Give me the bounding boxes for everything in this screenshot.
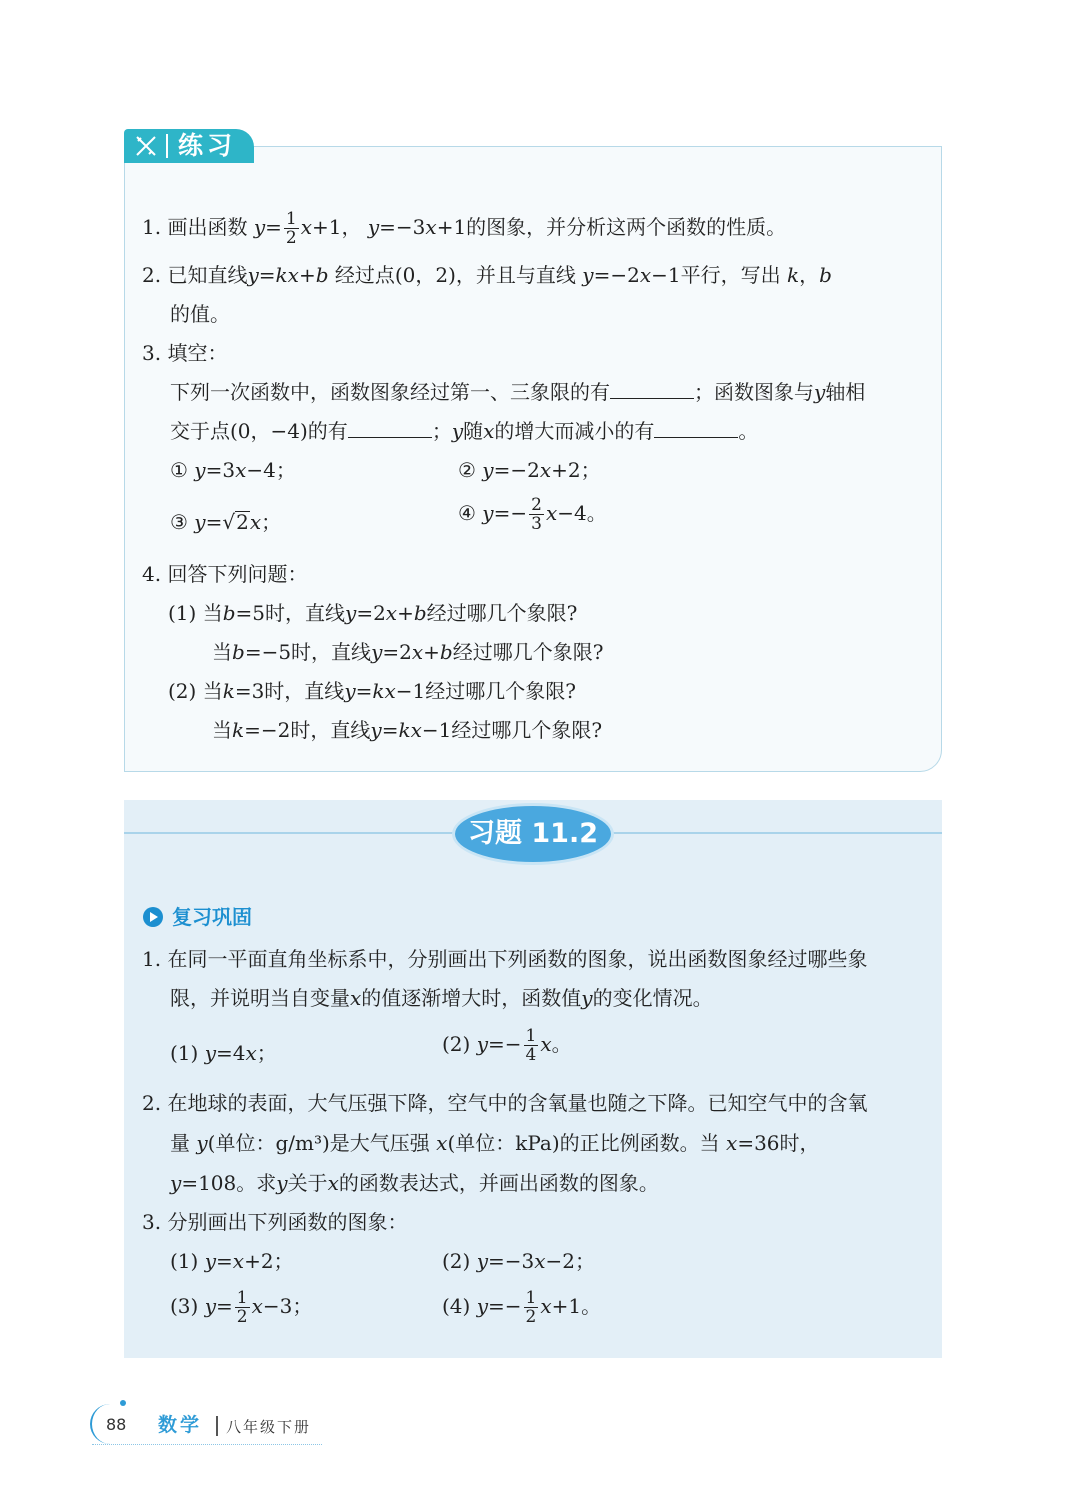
q3-text: 轴相	[825, 380, 866, 404]
q4-text: =−5时，直线	[244, 640, 372, 664]
var-x: x	[384, 679, 396, 703]
part-label: (2)	[442, 1032, 471, 1056]
answer-blank	[654, 419, 738, 438]
practice-q3-title	[142, 340, 227, 366]
option-text: =3	[205, 458, 236, 482]
var-x: x	[534, 1249, 546, 1273]
var-x: x	[232, 1249, 245, 1273]
var-k: k	[222, 679, 235, 703]
numerator: 1	[285, 209, 297, 229]
eq: =	[216, 1294, 233, 1318]
var-x: x	[411, 640, 424, 664]
option-text: −4。	[557, 501, 607, 525]
var-k: k	[372, 679, 385, 703]
exercise-q2-line3	[170, 1170, 659, 1196]
option-text: ；	[256, 1041, 277, 1065]
q4-text: −1经过哪几个象限?	[421, 718, 603, 742]
q4-part1-b	[212, 639, 603, 665]
q1-text: +1，	[312, 215, 362, 239]
radicand: 2	[236, 510, 249, 534]
eq: =−3	[488, 1249, 535, 1273]
eq1-text: 的值逐渐增大时，函数值	[361, 986, 582, 1010]
exercise-banner-title: 习题 11.2	[467, 818, 599, 849]
q4-text: =5时，直线	[235, 601, 345, 625]
var-b: b	[413, 601, 427, 625]
q4-part1-a	[168, 600, 577, 626]
exercise-q3-title	[142, 1209, 407, 1235]
q3-text: 随	[463, 419, 484, 443]
eq3-title: 分别画出下列函数的图象：	[167, 1210, 408, 1234]
q4-text: −1经过哪几个象限?	[395, 679, 577, 703]
var-b: b	[222, 601, 236, 625]
exercise-q1-line1	[142, 946, 867, 972]
q4-text: =3时，直线	[234, 679, 345, 703]
eq2-text: 的函数表达式，并画出函数的图象。	[338, 1171, 659, 1195]
var-y: y	[371, 640, 383, 664]
numerator: 1	[525, 1026, 537, 1046]
var-y: y	[247, 263, 259, 287]
footer-divider	[216, 1416, 218, 1436]
eq2-text: 在地球的表面，大气压强下降，空气中的含氧量也随之下降。已知空气中的含氧	[167, 1091, 868, 1115]
var-y: y	[476, 1249, 489, 1273]
eq2-text: (单位：kPa)的正比例函数。当	[447, 1131, 720, 1155]
q3-option-3: ③ y=√2x；	[170, 510, 282, 534]
var-x: x	[385, 601, 398, 625]
var-x: x	[249, 510, 262, 534]
option-text: ；	[261, 510, 282, 534]
var-x: x	[235, 458, 247, 482]
q3-option-2	[458, 457, 601, 483]
eq2-text: 量	[170, 1131, 190, 1155]
page-dot	[120, 1400, 126, 1406]
q-num: 1.	[142, 947, 162, 971]
q4-text: 经过哪几个象限?	[426, 601, 578, 625]
practice-q3-line2	[170, 418, 758, 444]
q3-text: 交于点(0，−4)的有	[170, 419, 348, 443]
comma: ，	[799, 263, 820, 287]
exercise-q1-opt2	[442, 1027, 572, 1064]
option-text: +1。	[551, 1294, 602, 1318]
q2-text: 已知直线	[167, 263, 248, 287]
part-label: (1)	[170, 1041, 199, 1065]
eq: =	[258, 263, 276, 287]
var-y: y	[194, 510, 206, 534]
part-label: (1)	[168, 601, 197, 625]
q4-text: 当	[212, 640, 232, 664]
q4-text: =	[381, 718, 399, 742]
footer-subject: 数学	[158, 1414, 203, 1436]
var-k: k	[275, 263, 288, 287]
option-text: =−2	[493, 458, 540, 482]
part-label: (2)	[168, 679, 197, 703]
var-y: y	[204, 1294, 217, 1318]
q4-text: =	[355, 679, 373, 703]
numerator: 2	[531, 495, 542, 515]
practice-heading: 练习	[178, 131, 237, 160]
denominator: 2	[236, 1307, 248, 1327]
eq1-text: 在同一平面直角坐标系中，分别画出下列函数的图象，说出函数图象经过哪些象	[167, 947, 868, 971]
exercise-q3-opt4	[442, 1289, 601, 1326]
q3-text: 。	[738, 419, 759, 443]
eq2-text: 关于	[287, 1171, 328, 1195]
eq1-text: 限，并说明当自变量	[170, 986, 350, 1010]
q4-text: =−2时，直线	[244, 718, 371, 742]
q4-text: =2	[382, 640, 412, 664]
var-x: x	[251, 1294, 263, 1318]
var-b: b	[315, 263, 329, 287]
exercise-q3-opt1	[170, 1248, 294, 1274]
denominator: 3	[531, 514, 542, 534]
part-label: (2)	[442, 1249, 471, 1273]
fraction	[284, 210, 299, 247]
q4-text: 当	[202, 679, 223, 703]
var-x: x	[425, 215, 437, 239]
option-text: −2；	[545, 1249, 596, 1273]
q3-text: ；	[431, 419, 452, 443]
numerator: 1	[236, 1288, 248, 1308]
var-x: x	[350, 986, 362, 1010]
var-y: y	[204, 1249, 217, 1273]
play-icon	[143, 907, 163, 927]
var-k: k	[398, 718, 411, 742]
var-y: y	[581, 986, 593, 1010]
var-x: x	[539, 458, 552, 482]
var-y: y	[476, 1032, 489, 1056]
var-x: x	[726, 1131, 738, 1155]
q4-text: 当	[212, 718, 232, 742]
var-x: x	[540, 1294, 552, 1318]
var-x: x	[540, 1032, 552, 1056]
var-x: x	[327, 1171, 339, 1195]
q3-title: 填空：	[167, 341, 228, 365]
var-y: y	[344, 679, 356, 703]
var-y: y	[370, 718, 382, 742]
var-k: k	[786, 263, 800, 287]
q-num: 1.	[142, 215, 162, 239]
q4-part2-b	[212, 717, 602, 743]
fraction	[524, 1289, 539, 1326]
q1-text: 画出函数	[167, 215, 248, 239]
q-num: 3.	[142, 341, 162, 365]
exercise-banner	[452, 803, 614, 865]
var-x: x	[287, 263, 299, 287]
option-text: =4	[216, 1041, 246, 1065]
q4-text: +	[397, 601, 414, 625]
var-y: y	[367, 215, 380, 239]
eq: =−	[488, 1032, 522, 1056]
q3-text: ；函数图象与	[694, 380, 814, 404]
option-mark: ④	[458, 501, 476, 525]
q4-part2-a	[168, 678, 576, 704]
footer-rule	[92, 1444, 322, 1445]
var-x: x	[436, 1131, 448, 1155]
answer-blank	[610, 380, 694, 399]
var-y: y	[253, 215, 266, 239]
ruler-pencil-icon	[134, 134, 160, 158]
q3-option-4	[458, 496, 607, 533]
exercise-q2-line2	[170, 1130, 820, 1156]
q2-text: =−2	[593, 263, 640, 287]
var-y: y	[194, 458, 206, 482]
q4-text: 当	[202, 601, 223, 625]
var-x: x	[483, 419, 495, 443]
var-y: y	[476, 1294, 489, 1318]
numerator: 1	[525, 1288, 537, 1308]
answer-blank	[348, 419, 432, 438]
q1-text: +1的图象，并分析这两个函数的性质。	[436, 215, 787, 239]
fraction	[529, 496, 544, 533]
eq: =−	[493, 501, 528, 525]
var-b: b	[232, 640, 245, 664]
var-x: x	[639, 263, 652, 287]
q-num: 2.	[142, 263, 162, 287]
option-mark: ①	[170, 458, 188, 482]
eq: =−	[488, 1294, 522, 1318]
exercise-box	[124, 800, 942, 1358]
var-b: b	[439, 640, 453, 664]
practice-q2-line1	[142, 262, 832, 288]
eq: =	[216, 1249, 233, 1273]
q3-text: 的增大而减小的有	[494, 419, 655, 443]
q4-text: +	[423, 640, 440, 664]
option-text: −4；	[246, 458, 296, 482]
var-x: x	[545, 501, 558, 525]
exercise-q1-opt1	[170, 1040, 277, 1066]
part-label: (3)	[170, 1294, 199, 1318]
var-x: x	[245, 1041, 257, 1065]
tab-divider	[166, 134, 168, 158]
q3-option-1	[170, 457, 296, 483]
eq2-text: (单位：g/m³)是大气压强	[207, 1131, 430, 1155]
var-y: y	[204, 1041, 217, 1065]
practice-q3-line1	[170, 379, 865, 405]
q4-text: =2	[356, 601, 386, 625]
option-text: +2；	[244, 1249, 294, 1273]
fraction	[524, 1027, 539, 1064]
plus: +	[298, 263, 316, 287]
var-y: y	[814, 380, 826, 404]
eq2-text: =36时，	[737, 1131, 820, 1155]
var-x: x	[410, 718, 422, 742]
option-text: −3；	[262, 1294, 313, 1318]
eq2-text: =108。求	[181, 1171, 277, 1195]
q-num: 4.	[142, 562, 162, 586]
var-y: y	[345, 601, 357, 625]
part-label: (1)	[170, 1249, 199, 1273]
practice-tab	[124, 129, 254, 163]
option-mark: ③	[170, 510, 188, 534]
option-mark: ②	[458, 458, 476, 482]
practice-q4-title	[142, 561, 307, 587]
var-y: y	[582, 263, 594, 287]
q2-text: 经过点(0，2)，并且与直线	[334, 263, 576, 287]
eq1-text: 的变化情况。	[592, 986, 713, 1010]
var-y: y	[482, 501, 494, 525]
var-y: y	[451, 419, 464, 443]
q4-text: 经过哪几个象限?	[452, 640, 604, 664]
practice-q2-line2: 的值。	[170, 302, 230, 326]
q2-text: −1平行，写出	[651, 263, 781, 287]
exercise-q3-opt2	[442, 1248, 595, 1274]
fraction	[235, 1289, 250, 1326]
page-number: 88	[106, 1415, 127, 1434]
eq: =	[265, 215, 282, 239]
denominator: 2	[285, 228, 297, 248]
footer-grade: 八年级下册	[226, 1418, 312, 1436]
q3-text: 下列一次函数中，函数图象经过第一、三象限的有	[170, 380, 610, 404]
var-b: b	[819, 263, 832, 287]
option-text: 。	[551, 1032, 572, 1056]
var-y: y	[196, 1131, 208, 1155]
var-y: y	[482, 458, 494, 482]
var-x: x	[300, 215, 312, 239]
var-y: y	[170, 1171, 182, 1195]
exercise-q3-opt3	[170, 1289, 312, 1326]
denominator: 4	[525, 1045, 537, 1065]
exercise-q2-line1	[142, 1090, 867, 1116]
q-num: 3.	[142, 1210, 162, 1234]
eq: =	[205, 510, 223, 534]
q4-title: 回答下列问题：	[167, 562, 308, 586]
exercise-q1-line2	[170, 985, 713, 1011]
q-num: 2.	[142, 1091, 162, 1115]
section-heading: 复习巩固	[172, 905, 252, 929]
q1-text: =−3	[379, 215, 426, 239]
practice-q1	[142, 210, 786, 247]
var-k: k	[232, 718, 245, 742]
var-y: y	[276, 1171, 288, 1195]
part-label: (4)	[442, 1294, 471, 1318]
denominator: 2	[525, 1307, 537, 1327]
option-text: +2；	[551, 458, 601, 482]
